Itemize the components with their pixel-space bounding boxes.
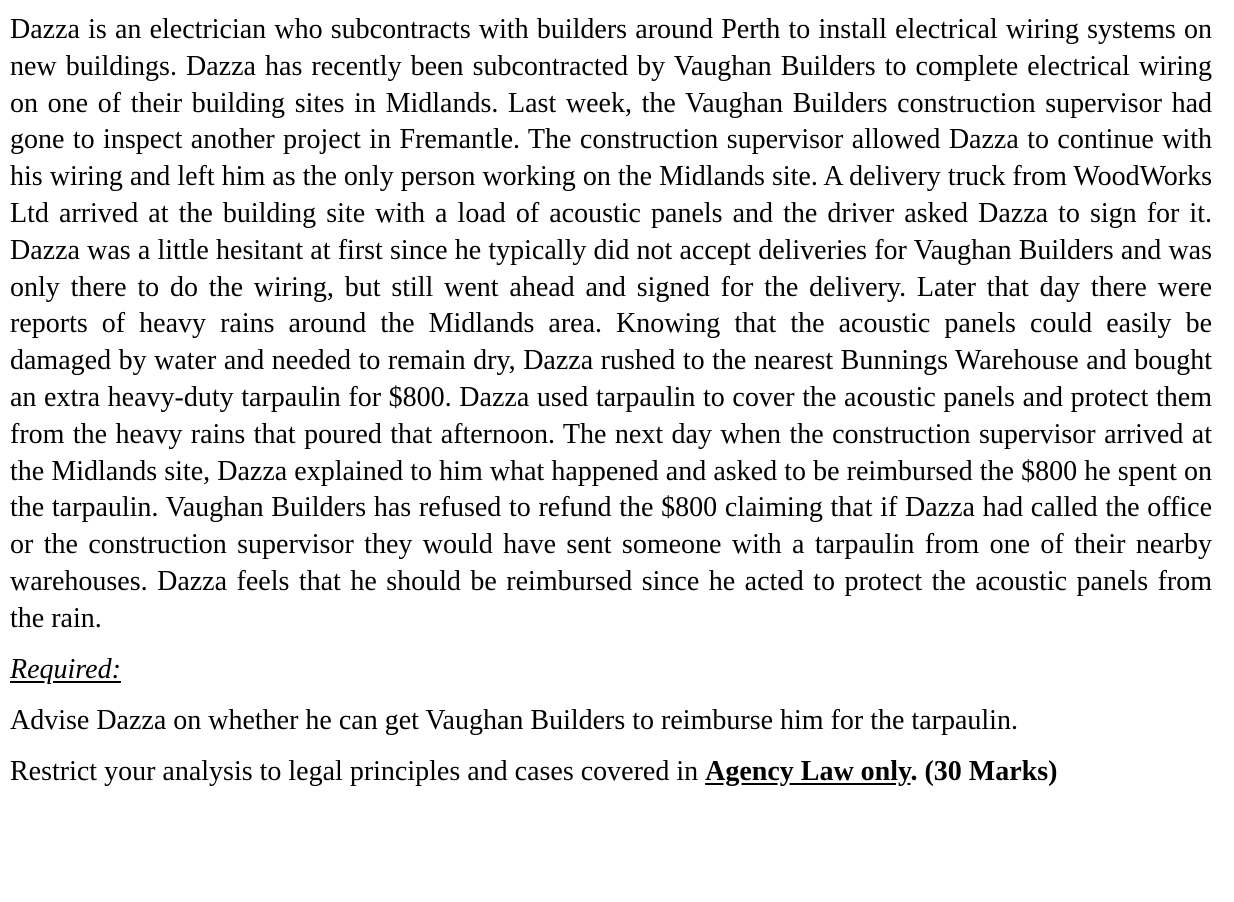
restrict-prefix: Restrict your analysis to legal principles and cases covered in [10,755,706,787]
scenario-paragraph: Dazza is an electrician who subcontracts with builders around Perth to install electrical wiring systems on new buildings. Dazza has recently been subcontracted by Vaughan Builders to complete electrical wiring on one of their building sites in Midlands. Last week, the Vaughan Builders construction supervisor had gone to inspect another project in Fremantle. The construction supervisor allowed Dazza to continue with his wiring and left him as the only person working on the Midlands site. A delivery truck from WoodWorks Ltd arrived at the building site with a load of acoustic panels and the driver asked Dazza to sign for it. Dazza was a little hesitant at first since he typically did not accept deliveries for Vaughan Builders and was only there to do the wiring, but still went ahead and signed for the delivery. Later that day there were reports of heavy rains around the Midlands area. Knowing that the acoustic panels could easily be damaged by water and needed to remain dry, Dazza rushed to the nearest Bunnings Warehouse and bought an extra heavy-duty tarpaulin for $800. Dazza used tarpaulin to cover the acoustic panels and protect them from the heavy rains that poured that afternoon. The next day when the construction supervisor arrived at the Midlands site, Dazza explained to him what happened and asked to be reimbursed the $800 he spent on the tarpaulin. Vaughan Builders has refused to refund the $800 claiming that if Dazza had called the office or the construction supervisor they would have sent someone with a tarpaulin from one of their nearby warehouses. Dazza feels that he should be reimbursed since he acted to protect the acoustic panels from the rain. [10,14,1212,634]
advise-instruction: Advise Dazza on whether he can get Vaughan Builders to reimburse him for the tarpaulin. [10,704,1018,736]
agency-law-emphasis: Agency Law only [705,755,911,787]
restrict-instruction [10,754,1212,790]
marks-label: . (30 Marks) [910,755,1058,787]
document-page [10,12,1212,790]
required-heading: Required: [10,653,121,685]
